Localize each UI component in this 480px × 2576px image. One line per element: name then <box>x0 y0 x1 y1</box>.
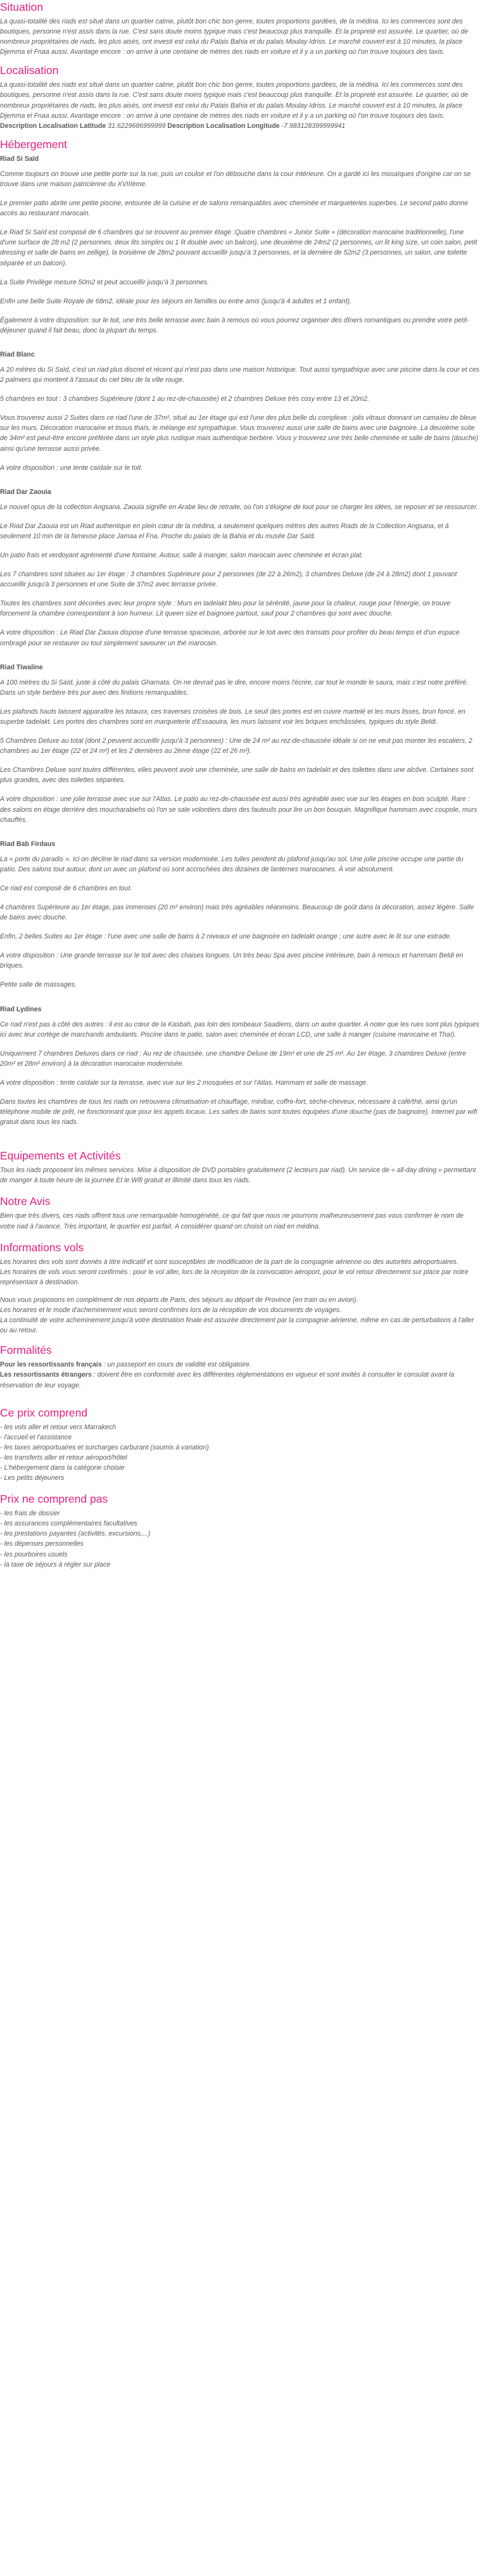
section-informations-vols <box>0 1232 480 1336</box>
section-situation <box>0 0 480 57</box>
formalites-etrangers <box>0 1370 480 1390</box>
riad-block <box>0 487 480 662</box>
riad-paragraph: Ce riad n'est pas à côté des autres : il est au cœur de la Kasbah, pas loin des tombeaux Saadiens, dans un autre quartier. A noter que les rues sont plus typiques ici avec leur cortège de marchands ambulants. Piscine dans le patio, salon avec cheminée et écran LCD, une salle à manger (cuisine marocaine et Thaï). <box>0 1020 479 1039</box>
riad-paragraph: A votre disposition : Une grande terrasse sur le toit avec des chaises longues. Un très beau Spa avec piscine intérieure, bain à remous et hammam Beldi en briques. <box>0 952 464 970</box>
section-title-prix-comprend: Ce prix comprend <box>0 1406 88 1419</box>
formalites-francais-text: : un passeport en cours de validité est obligatoire. <box>101 1361 251 1369</box>
riad-paragraph: A votre disposition : une jolie terrasse avec vue sur l'Atlas. Le patio au rez-de-chaussée est aussi très agréable avec vue sur les étages en bois sculpté. Rare : des salons en étage derrière des moucharabiehs où l'on se sale volontiers dans des fauteuils pour lire un bon bouquin. Magnifique hammam avec coupole, murs chauffés. <box>0 795 477 824</box>
formalites-francais <box>0 1360 480 1370</box>
formalites-francais-label: Pour les ressortissants français <box>0 1361 102 1369</box>
list-item: - les prestations payantes (activités, excursions,...) <box>0 1530 151 1538</box>
riad-paragraph: Toutes les chambres sont décorées avec leur propre style : Murs en tadelakt bleu pour la sérénité, jaune pour la chaleur, rouge pour l'énergie, on trouve forcement la chambre correspondant à son humeur. Lit queen size et baignoire partout, sauf pour 2 chambres qui sont avec douche. <box>0 600 451 618</box>
riad-paragraph: 5 chambres en tout : 3 chambres Supérieure (dont 1 au rez-de-chaussée) et 2 chambres Deluxe très cosy entre 13 et 20m2. <box>0 395 369 403</box>
riad-paragraph: Enfin une belle Suite Royale de 68m2, idéale pour les séjours en familles ou entre amis (jusqu'à 4 adultes et 1 enfant). <box>0 297 351 305</box>
riad-paragraph: Vous trouverez aussi 2 Suites dans ce riad l'une de 37m², situé au 1er étage qui est l'une des plus belle du complexe : jolis vitraux donnant un camaïeu de bleue sur les murs. Décoration marocaine et tissus thaïs, le mélange est sympathique. Vous trouverez aussi une salle de bains avec une baignoire. La deuxième suite de 34m² est peut-être encore préférée dans un style plus rustique mais authentique berbère. Vous y trouverez une très belle cheminée et salle de bains (douche) ainsi qu'une terrasse aussi privée. <box>0 414 479 453</box>
avis-text: Bien que très divers, ces riads offrent tous une remarquable homogénéité, ce qui fait que nous ne pourrons malheureusement pas vous confirmer le nom de votre riad à l'avance. Très important, le quartier est parfait. A considérer quand on choisit un riad en médina. <box>0 1212 464 1230</box>
riad-paragraph: Uniquement 7 chambres Deluxes dans ce riad : Au rez de chaussée, une chambre Deluxe de 19m² et une de 25 m². Au 1er étage, 3 chambres Deluxe (entre 20m² et 28m² environ) à la décoration marocaine modernisée. <box>0 1049 466 1068</box>
riad-paragraph: La « porte du paradis ». Ici on décline le riad dans sa version modernisée. Les tulles pendent du plafond jusqu'au sol. Une jolie piscine occupe une partie du patio. Des salons tout autour, dont un avec un plafond où sont accrochées des dizaines de lanternes marocaines. À voir absolument. <box>0 855 464 873</box>
section-avis <box>0 1185 480 1231</box>
section-title-situation: Situation <box>0 1 44 13</box>
riad-paragraph: A votre disposition : une tente caïdale sur le toit. <box>0 464 143 472</box>
list-item: - L'hébergement dans la catégorie choisie <box>0 1463 125 1472</box>
list-item: - les taxes aéroportuaires et surcharges carburant (soumis à variation) <box>0 1443 209 1451</box>
riad-paragraph: La Suite Privilège mesure 50m2 et peut accueillir jusqu'à 3 personnes. <box>0 278 210 286</box>
section-title-formalites: Formalités <box>0 1344 52 1357</box>
latitude-value: 31.6229686999999 <box>108 122 166 130</box>
riad-name: Riad Lydines <box>0 1005 42 1013</box>
localisation-text: La quasi-totalité des riads est situé dans un quartier calme, plutôt bon chic bon genre, toutes proportions gardées, de la médina. Ici les commerces sont des boutiques, personne n'est assis dans la rue. C'est sans doute moins typique mais c'est beaucoup plus tranquille. Et la propreté est assurée. Le quartier, où de nombreux propriétaires de riads, les plus aisés, ont investi est celui du Palais Bahia et du palais Moulay Idriss. Le marché couvert est à 10 minutes, la place Djemma el Fnaa aussi. Avantage encore : on arrive à une centaine de mètres des riads en voiture et il y a un parking où l'on trouve toujours des taxis. <box>0 81 469 120</box>
riad-paragraph: A votre disposition : tente caïdale sur la terrasse, avec vue sur les 2 mosquées et sur l'Atlas. Hammam et salle de massage. <box>0 1078 369 1087</box>
list-item: - les frais de dossier <box>0 1510 60 1518</box>
riad-name: Riad Dar Zaouia <box>0 488 51 496</box>
list-item: - l'accueil et l'assistance <box>0 1433 72 1441</box>
section-title-avis: Notre Avis <box>0 1195 51 1208</box>
riad-paragraph: 5 Chambres Deluxe au total (dont 2 peuvent accueillir jusqu'à 3 personnes) : Une de 24 m² au rez-de-chaussée idéale si on ne veut pas monter les escaliers, 2 chambres au 1er étage (22 et 24 m²) et les 2 dernières au 2ème étage (22 et 26 m²). <box>0 737 472 755</box>
vols-line: Les horaires des vols sont donnés à titre indicatif et sont susceptibles de modification de la part de la compagnie aérienne ou des autorités aéroportuaires. <box>0 1258 458 1266</box>
riad-paragraph: Dans toutes les chambres de tous les riads on retrouvera climatisation et chauffage, minibar, coffre-fort, sèche-cheveux, nécessaire à café/thé, ainsi qu'un téléphone mobile de prêt, ne fonctionnant que pour les appels locaux. Les salles de bains sont toutes équipées d'une douche (pas de baignoire). Internet par wifi gratuit dans tous les riads. <box>0 1098 477 1127</box>
vols-line: La continuité de votre acheminement jusqu'à votre destination finale est assurée directement par la compagnie aérienne, même en cas de perturbations à l'aller ou au retour. <box>0 1316 474 1335</box>
section-prix-ne-comprend-pas <box>0 1483 480 1570</box>
list-item: - Les petits déjeuners <box>0 1474 65 1482</box>
riad-paragraph: Petite salle de massages. <box>0 981 77 989</box>
section-formalites <box>0 1335 480 1390</box>
list-item: - les transferts aller et retour aéroport/hôtel <box>0 1453 127 1462</box>
riad-name: Riad Si Saïd <box>0 155 39 163</box>
latitude-label: Description Localisation Latitude <box>0 122 106 130</box>
riad-paragraph: A 100 mètres du Si Saïd, juste à côté du palais Gharnata. On ne devrait pas le dire, encore moins l'écrire, car tout le monde le saura, mais c'est notre préféré. Dans un style berbère très pur avec des finitions remarquables. <box>0 678 469 697</box>
formalites-etrangers-text: : doivent être en conformité avec les différentes réglementations en vigueur et sont invités à consulter le consulat avant la réservation de leur voyage. <box>0 1371 455 1389</box>
riad-paragraph: A votre disposition : Le Riad Dar Zaouia dispose d'une terrasse spacieuse, arborée sur le toit avec des transats pour profiter du beau temps et d'un espace ombragé pour se restaurer ou tout simplement savourer un thé marocain. <box>0 629 460 647</box>
longitude-value: -7.983128399999941 <box>281 122 346 130</box>
vols-line: Les horaires et le mode d'acheminement vous seront confirmés lors de la réception de vos documents de voyages. <box>0 1306 342 1315</box>
section-title-localisation: Localisation <box>0 64 59 77</box>
riad-paragraph: Le Riad Si Saïd est composé de 6 chambres qui se trouvent au premier étage :Quatre chambres « Junior Suite » (décoration marocaine traditionnelle), l'une d'une surface de 28 m2 (2 personnes, deux lits simples ou 1 lit double avec un balcon), une deuxième de 24m2 (2 personnes, un lit king size, un coin salon, petit dressing et salle de bains en zellige), la troisième de 28m2 pouvant accueillir jusqu'à 3 personnes, et la dernière de 52m2 (3 personnes, un salon, une toilette séparée et un balcon). <box>0 229 477 267</box>
prix-ne-comprend-pas-list <box>0 1508 480 1570</box>
riad-paragraph: Également à votre disposition: sur le toit, une très belle terrasse avec bain à remous où vous pourrez organiser des dîners romantiques ou prendre votre petit-déjeuner quand il fait beau, donc la plupart du temps. <box>0 316 469 334</box>
section-title-prix-ne-comprend-pas: Prix ne comprend pas <box>0 1493 108 1506</box>
list-item: - la taxe de séjours à régler sur place <box>0 1560 111 1569</box>
prix-comprend-list <box>0 1422 480 1484</box>
vols-line: Les horaires de vols vous seront confirmés : pour le vol aller, lors de la réception de la convocation aéroport, pour le vol retour directement sur place par notre représentant à destination. <box>0 1268 469 1286</box>
list-item: - les vols aller et retour vers Marrakech <box>0 1423 117 1431</box>
riad-block <box>0 839 480 1004</box>
longitude-label: Description Localisation Longitude <box>167 122 280 130</box>
list-item: - les dépenses personnelles <box>0 1540 84 1548</box>
riad-paragraph: Comme toujours on trouve une petite porte sur la rue, puis un couloir et l'on débouche dans la cour intérieure. On a gardé ici les mosaïques d'origine car on se trouve dans une maison patricienne du XVIIIème. <box>0 170 471 188</box>
riad-paragraph: Un patio frais et verdoyant agrémenté d'une fontaine. Autour, salle à manger, salon marocain avec cheminée et écran plat. <box>0 552 363 559</box>
section-prix-comprend <box>0 1391 480 1484</box>
riad-paragraph: Les 7 chambres sont situées au 1er étage : 3 chambres Supérieure pour 2 personnes (de 22 à 26m2), 3 chambres Deluxe (de 24 à 28m2) dont 1 pouvant accueillir jusqu'à 3 personnes et une Suite de 37m2 avec terrasse privée. <box>0 571 457 589</box>
riad-paragraph: Ce riad est composé de 6 chambres en tout. <box>0 884 132 892</box>
section-title-informations-vols: Informations vols <box>0 1241 84 1254</box>
riad-paragraph: Enfin, 2 belles Suites au 1er étage : l'une avec une salle de bains à 2 niveaux et une baignoire en tadelakt orange ; une autre avec le lit sur une estrade. <box>0 933 452 941</box>
riad-paragraph: A 20 mètres du Si Saïd, c'est un riad plus discret et récent qui n'est pas dans une maison historique. Tout aussi sympathique avec une piscine dans la cour et ces 2 palmiers qui montent à l'assaut du ciel bleu de la ville rouge. <box>0 365 480 384</box>
section-localisation <box>0 57 480 130</box>
riad-paragraph: Le premier patio abrite une petite piscine, entourée de la cuisine et de salons remarquables avec cheminée et marqueteries superbes. Le second patio donne accès au restaurant marocain. <box>0 199 469 218</box>
section-title-equipements: Equipements et Activités <box>0 1149 121 1163</box>
riad-block <box>0 154 480 350</box>
riad-block <box>0 662 480 839</box>
section-equipements <box>0 1141 480 1185</box>
riads-list <box>0 154 480 1141</box>
riad-paragraph: Le nouvel opus de la collection Angsana. Zaouia signifie en Arabe lieu de retraite, où l'on s'éloigne de tout pour se charger les idées, se reposer et se ressourcer. <box>0 503 478 511</box>
situation-text: La quasi-totalité des riads est situé dans un quartier calme, plutôt bon chic bon genre, toutes proportions gardées, de la médina. Ici les commerces sont des boutiques, personne n'est assis dans la rue. C'est sans doute moins typique mais c'est beaucoup plus tranquille. Et la propreté est assurée. Le quartier, où de nombreux propriétaires de riads, les plus aisés, ont investi est celui du Palais Bahia et du palais Moulay Idriss. Le marché couvert est à 10 minutes, la place Djemma el Fnaa aussi. Avantage encore : on arrive à une centaine de mètres des riads en voiture et il y a un parking où l'on trouve toujours des taxis. <box>0 18 469 56</box>
riad-paragraph: Le Riad Dar Zaouia est un Riad authentique en plein cœur de la médina, a seulement quelques mètres des autres Riads de la Collection Angsana, et à seulement 10 min de la fameuse place Jamaa el Fna. Proche du palais de la Bahia et du musée Dar Saïd. <box>0 522 449 540</box>
localisation-coordinates <box>0 121 480 131</box>
section-title-hebergement: Hébergement <box>0 137 68 151</box>
riad-block <box>0 1004 480 1142</box>
riad-name: Riad Blanc <box>0 350 35 358</box>
riad-name: Riad Tiwaline <box>0 663 43 671</box>
equipements-text: Tous les riads proposent les mêmes services. Mise à disposition de DVD portables gratuitement (2 lecteurs par riad). Un service de « all-day dining » permettant de manger à toute heure de la journée Et le Wifi gratuit et illimité dans tous les riads. <box>0 1166 476 1185</box>
formalites-etrangers-label: Les ressortissants étrangers <box>0 1371 92 1379</box>
riad-block <box>0 350 480 487</box>
riad-paragraph: Les Chambres Deluxe sont toutes différentes, elles peuvent avoir une cheminée, une salle de bains en tadelakt et des toilettes dans une alcôve. Certaines sont plus grandes, avec des toilettes séparées. <box>0 766 474 785</box>
section-hebergement <box>0 131 480 1141</box>
riad-name: Riad Bab Firdaus <box>0 840 56 848</box>
riad-paragraph: Les plafonds hauts laissent apparaître les totauxx, ces traverses croisées de bois. Le seuil des portes est en cuivre martelé et les murs lisses, brun foncé, en superbe tadelakt. Les portes des chambres sont en marqueterie d'Essaouira, les murs laissent voir les briques enchâssées, typiques du style Beldi. <box>0 707 465 726</box>
list-item: - les pourboires usuels <box>0 1550 68 1558</box>
riad-paragraph: 4 chambres Supérieure au 1er étage, pas immenses (20 m² environ) mais très agréables néanmoins. Beaucoup de goût dans la décoration, assez légère. Salle de bains avec douche. <box>0 903 474 922</box>
vols-line: Nous vous proposons en complément de nos départs de Paris, des séjours au départ de Province (en train ou en avion). <box>0 1296 358 1304</box>
list-item: - les assurances complémentaires facultatives <box>0 1520 137 1528</box>
